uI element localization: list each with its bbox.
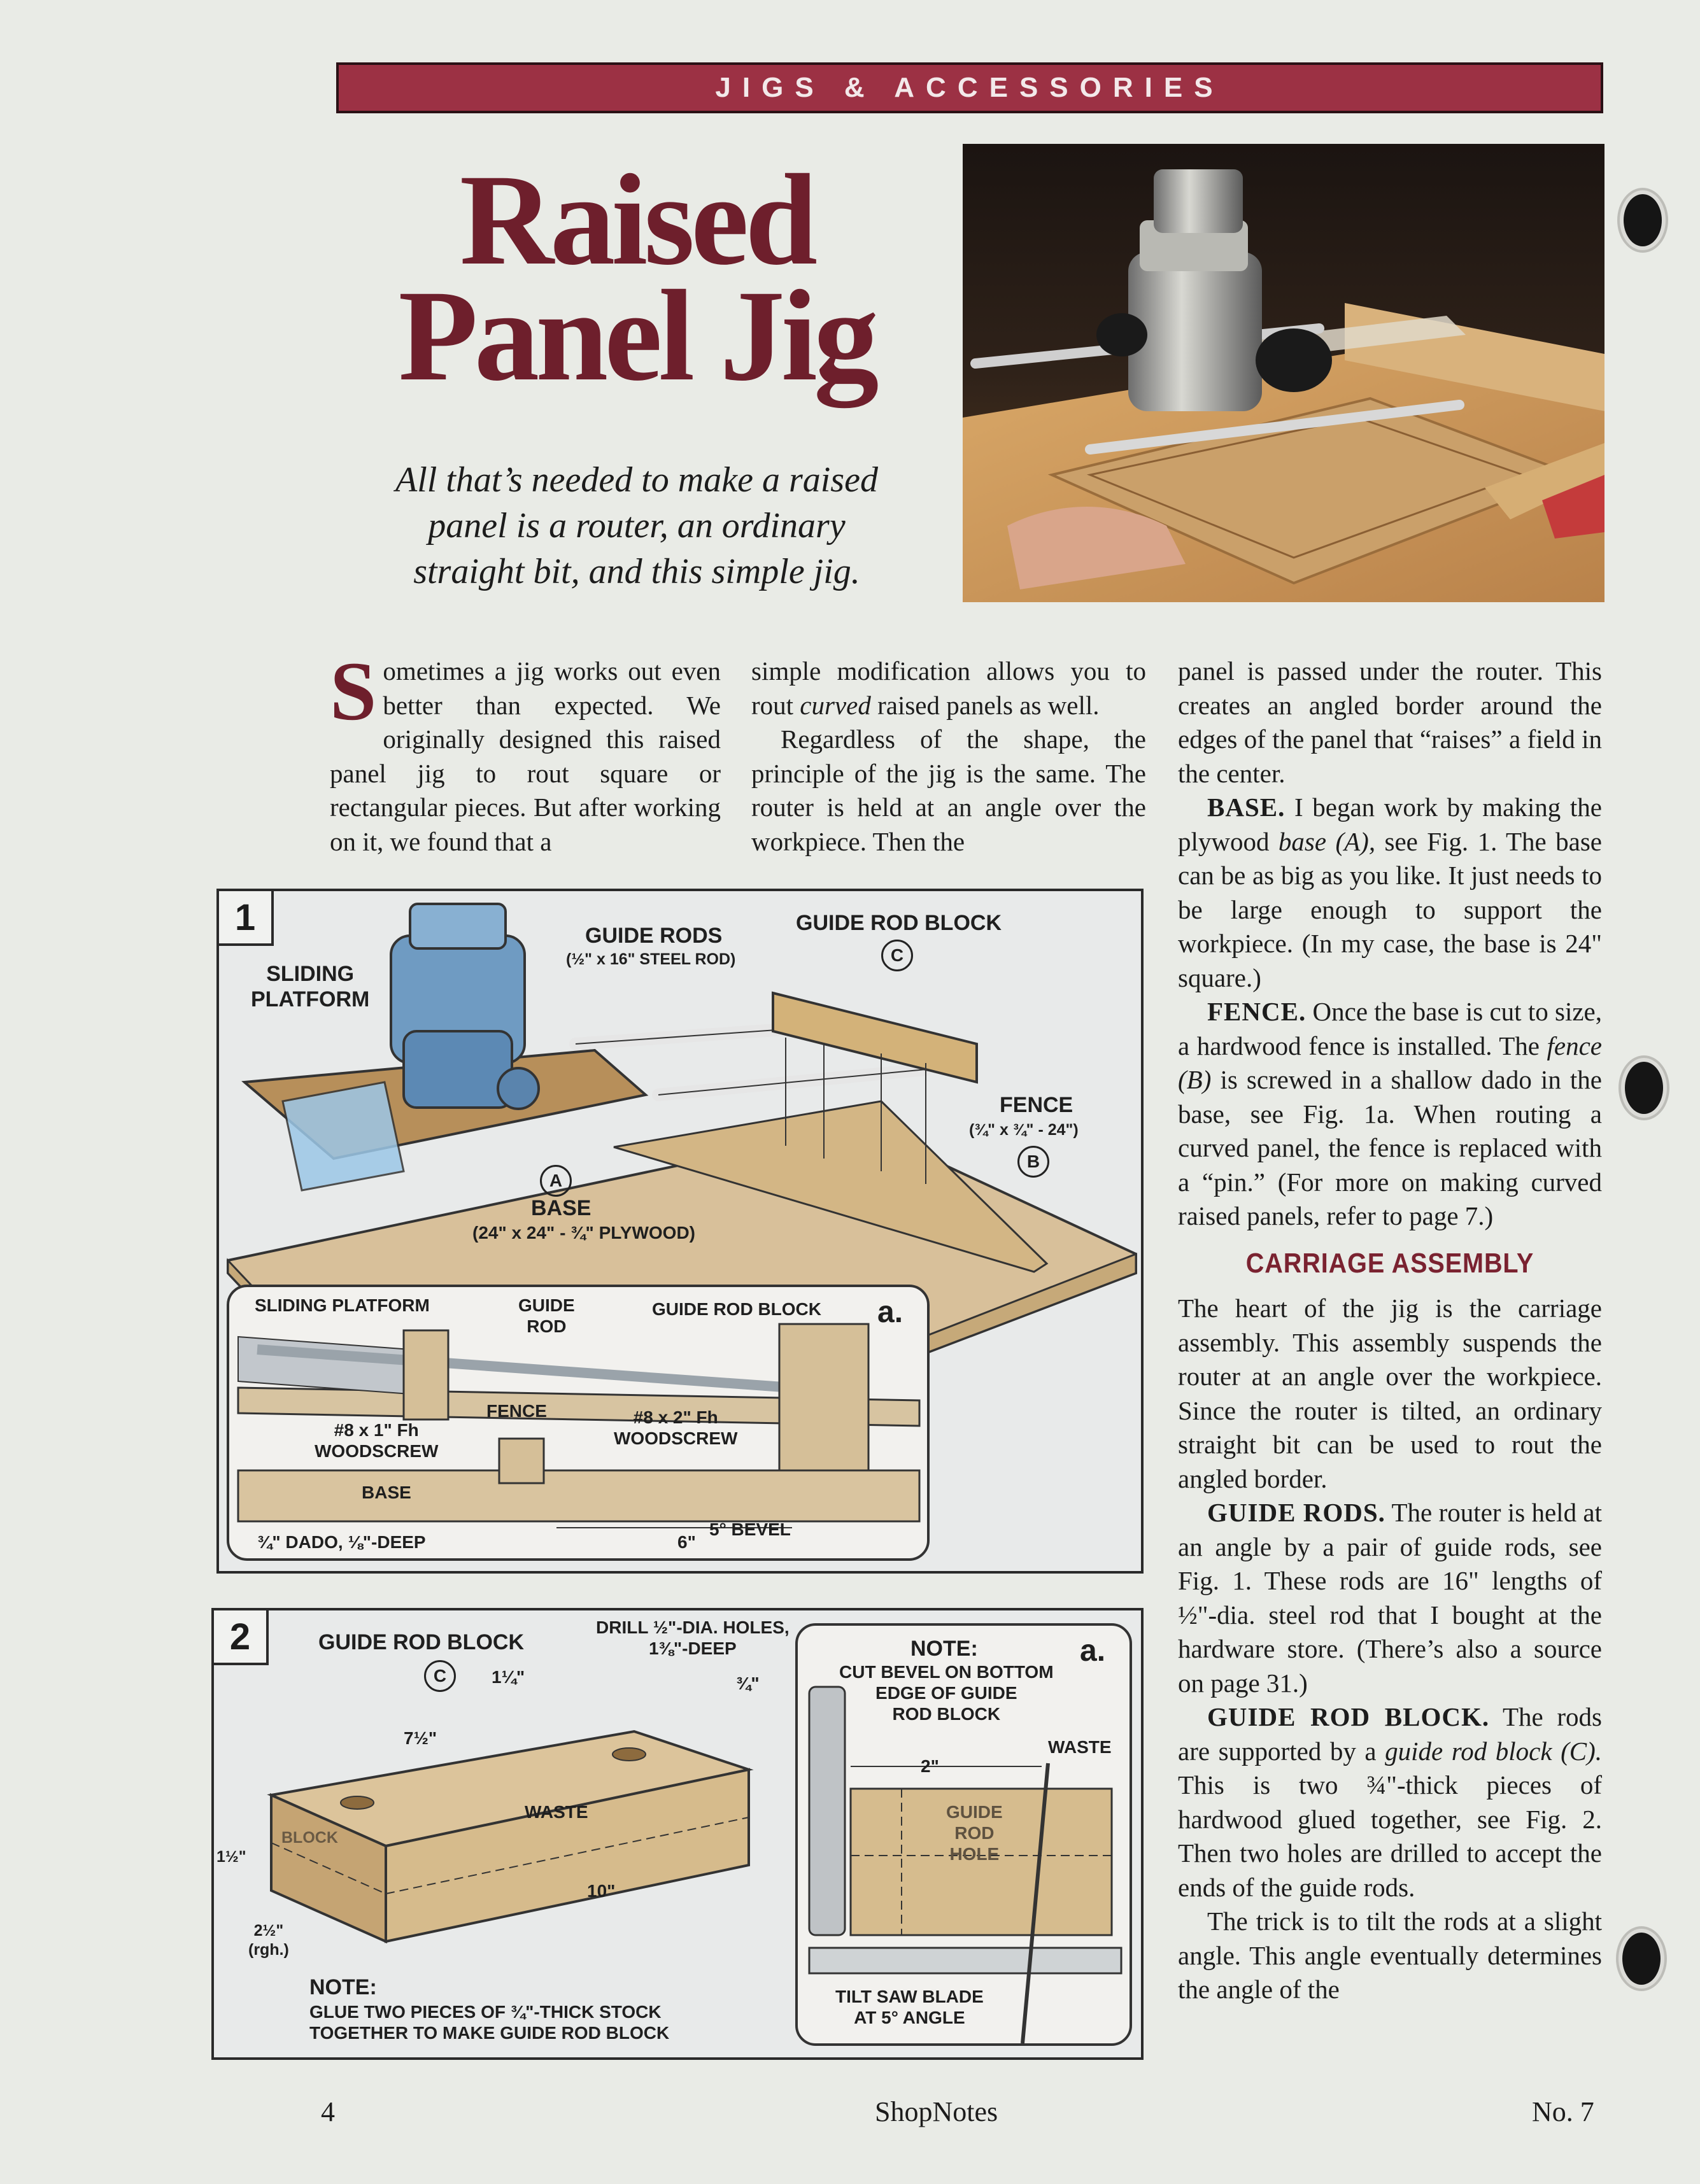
guide-rod-block-lead: GUIDE ROD BLOCK. bbox=[1207, 1702, 1490, 1731]
fig2-drill-label bbox=[596, 1617, 790, 1659]
binder-hole-middle bbox=[1625, 1062, 1663, 1114]
fig1a-dado-label: ¾" DADO, ⅛"-DEEP bbox=[257, 1532, 426, 1552]
fig2-drill-line-1: DRILL ½"-DIA. HOLES, bbox=[596, 1617, 790, 1637]
fig1a-screw-2-size: #8 x 2" Fh bbox=[633, 1407, 718, 1427]
fig1a-guide-rod-block-label: GUIDE ROD BLOCK bbox=[652, 1299, 821, 1319]
fig1-guide-rods-label: GUIDE RODS bbox=[585, 924, 723, 948]
fig2-note-line-2: TOGETHER TO MAKE GUIDE ROD BLOCK bbox=[309, 2023, 670, 2043]
base-lead: BASE. bbox=[1207, 793, 1286, 822]
body-column-2 bbox=[751, 654, 1146, 859]
footer-magazine-name: ShopNotes bbox=[875, 2096, 998, 2127]
fig1a-bevel-label: 5° BEVEL bbox=[709, 1519, 791, 1539]
fig1a-screw-1-size: #8 x 1" Fh bbox=[334, 1420, 419, 1440]
fig2a-hole-line-1: GUIDE bbox=[946, 1802, 1003, 1822]
fig1a-screw-2-type: WOODSCREW bbox=[614, 1428, 738, 1448]
fig2a-tilt-label bbox=[835, 1986, 984, 2028]
fig1-mark-c-text: C bbox=[881, 940, 913, 971]
intro-paragraph: ometimes a jig works out even better than expected. We originally designed this raised panel jig to rout square or rectangular pieces. But after working on it, we found that a bbox=[330, 656, 721, 856]
fig2-guide-rod-block-label: GUIDE ROD BLOCK bbox=[318, 1630, 524, 1654]
fig1-fence-label: FENCE bbox=[1000, 1093, 1073, 1117]
fence-text-b: is screwed in a shallow dado in the base, see Fig. 1a. When routing a curved panel, the fence is replaced with a “pin.” (For more on making curved raised panels, refer to page 7.) bbox=[1178, 1065, 1602, 1230]
fig2-dim-2-1-2-note: (rgh.) bbox=[248, 1941, 289, 1959]
fig2a-hole-line-3: HOLE bbox=[949, 1844, 1000, 1864]
fig1a-fence-label: FENCE bbox=[486, 1401, 547, 1421]
body-column-3 bbox=[1178, 654, 1602, 2007]
fig1-sliding-platform-line-1: SLIDING bbox=[266, 962, 355, 986]
router-jig-photo bbox=[963, 144, 1604, 602]
col2-paragraph-1 bbox=[751, 654, 1146, 722]
fig2-dim-10: 10" bbox=[587, 1881, 616, 1901]
trick-paragraph: The trick is to tilt the rods at a slight angle. This angle eventually determines the angle of the bbox=[1178, 1906, 1602, 2004]
fig2-waste-label: WASTE bbox=[525, 1802, 588, 1822]
fig2-dim-1-1-4: 1¼" bbox=[492, 1667, 525, 1687]
fig1a-dim-6-label: 6" bbox=[677, 1532, 696, 1552]
fig2-dim-7-1-2: 7½" bbox=[404, 1728, 437, 1748]
base-text-a: I began work by making the plywood bbox=[1178, 793, 1602, 856]
fig2-note-line-1: GLUE TWO PIECES OF ¾"-THICK STOCK bbox=[309, 2002, 662, 2022]
fence-paragraph bbox=[1178, 995, 1602, 1234]
fig2-mark-c bbox=[424, 1660, 456, 1692]
fig1-mark-b bbox=[1017, 1146, 1049, 1178]
page-title bbox=[357, 148, 917, 408]
fig2-mark-c-text: C bbox=[424, 1660, 456, 1692]
fig1-guide-rod-block-label: GUIDE ROD BLOCK bbox=[796, 911, 1002, 935]
base-paragraph bbox=[1178, 791, 1602, 995]
fence-lead: FENCE. bbox=[1207, 997, 1307, 1026]
drop-cap: S bbox=[330, 644, 377, 738]
fig1a-letter: a. bbox=[877, 1295, 903, 1329]
fig1-mark-c bbox=[881, 940, 913, 971]
subtitle-line-2: panel is a router, an ordinary bbox=[428, 506, 846, 546]
col2-paragraph-2: Regardless of the shape, the principle of the jig is the same. The router is held at an angle over the workpiece. Then the bbox=[751, 724, 1146, 856]
title-line-1: Raised bbox=[459, 148, 814, 292]
fig2-dim-2-1-2 bbox=[248, 1921, 289, 1959]
fig2-dim-3-4: ¾" bbox=[736, 1673, 760, 1693]
fig1a-screw-1-type: WOODSCREW bbox=[315, 1441, 439, 1461]
fig2-note-heading: NOTE: bbox=[309, 1975, 377, 1999]
block-emphasis: guide rod block (C). bbox=[1385, 1736, 1602, 1766]
carriage-assembly-heading: CARRIAGE ASSEMBLY bbox=[1245, 1247, 1534, 1279]
block-text-a: The rods are supported by a bbox=[1178, 1702, 1602, 1766]
fig1-sliding-platform-label bbox=[251, 961, 369, 1012]
fig1a-guide-rod-line-2: ROD bbox=[527, 1316, 567, 1336]
fig1a-base-label: BASE bbox=[362, 1483, 411, 1502]
section-header-bar bbox=[336, 62, 1603, 113]
col3-paragraph-1: panel is passed under the router. This creates an angled border around the edges of the panel that “raises” a field in the center. bbox=[1178, 656, 1602, 788]
fig2a-dim-2: 2" bbox=[921, 1756, 939, 1776]
fig2a-note-line-1: CUT BEVEL ON BOTTOM bbox=[839, 1662, 1054, 1682]
fig2-drill-line-2: 1⅜"-DEEP bbox=[648, 1638, 737, 1658]
fig1a-sliding-platform-label: SLIDING PLATFORM bbox=[255, 1295, 430, 1315]
fig2a-note-line-3: ROD BLOCK bbox=[892, 1704, 1001, 1724]
figure-2-number: 2 bbox=[214, 1610, 269, 1665]
fig1-mark-a bbox=[540, 1165, 572, 1197]
figure-1 bbox=[216, 889, 1144, 1574]
fig2a-hole-line-2: ROD bbox=[954, 1823, 995, 1843]
body-column-1 bbox=[330, 644, 721, 859]
fig2a-hole-label bbox=[946, 1801, 1003, 1864]
footer-page-number: 4 bbox=[321, 2096, 335, 2127]
fig2a-letter: a. bbox=[1080, 1634, 1106, 1668]
guide-rods-lead: GUIDE RODS. bbox=[1207, 1498, 1385, 1527]
subtitle-line-1: All that’s needed to make a raised bbox=[395, 460, 878, 500]
col2-text-a: simple modification allows you to rout bbox=[751, 656, 1146, 720]
fig1-guide-rods-spec: (½" x 16" STEEL ROD) bbox=[566, 950, 736, 968]
subtitle-line-3: straight bit, and this simple jig. bbox=[413, 552, 860, 591]
col2-emphasis: curved bbox=[800, 690, 871, 720]
guide-rods-text: The router is held at an angle by a pair of guide rods, see Fig. 1. These rods are 16" lengths of ½"-dia. steel rod that I bought at the hardware store. (There’s also a source on page 31.) bbox=[1178, 1498, 1602, 1698]
footer-issue-number: No. 7 bbox=[1532, 2096, 1594, 2127]
section-label: JIGS & ACCESSORIES bbox=[715, 72, 1224, 103]
fig2a-note-line-2: EDGE OF GUIDE bbox=[875, 1683, 1017, 1703]
fig1a-guide-rod-line-1: GUIDE bbox=[518, 1295, 575, 1315]
fig1-fence-spec: (¾" x ¾" - 24") bbox=[969, 1121, 1079, 1139]
fig1-base-spec: (24" x 24" - ¾" PLYWOOD) bbox=[472, 1223, 695, 1243]
fig2-note-text bbox=[309, 2001, 669, 2043]
fig2-dim-2-1-2-value: 2½" bbox=[253, 1922, 284, 1940]
fig2-block-label: BLOCK bbox=[281, 1829, 338, 1847]
fig2-dim-1-1-2: 1½" bbox=[216, 1848, 246, 1866]
fig2a-note-text bbox=[839, 1661, 1054, 1724]
base-emphasis: base (A), bbox=[1278, 826, 1376, 856]
carriage-paragraph: The heart of the jig is the carriage assembly. This assembly suspends the router at an angle over the workpiece. Since the router is tilted, an ordinary straight bit can be used to rout the angled border. bbox=[1178, 1293, 1602, 1493]
binder-hole-top bbox=[1624, 194, 1662, 246]
figure-2 bbox=[211, 1608, 1144, 2060]
fig1-sliding-platform-line-2: PLATFORM bbox=[251, 987, 370, 1011]
fence-text-a: Once the base is cut to size, a hardwood fence is installed. The bbox=[1178, 997, 1602, 1060]
fig2a-tilt-line-1: TILT SAW BLADE bbox=[835, 1987, 984, 2006]
fig1-mark-a-text: A bbox=[540, 1165, 572, 1197]
fig1a-guide-rod-label bbox=[518, 1295, 575, 1337]
fence-emphasis: fence (B) bbox=[1178, 1031, 1602, 1094]
fig2a-tilt-line-2: AT 5° ANGLE bbox=[854, 2008, 965, 2027]
fig1-base-label: BASE bbox=[531, 1196, 591, 1220]
title-line-2: Panel Jig bbox=[398, 264, 875, 408]
fig1a-screw-1-label bbox=[315, 1420, 438, 1462]
subtitle bbox=[331, 457, 942, 595]
guide-rod-block-paragraph bbox=[1178, 1700, 1602, 1905]
block-text-b: This is two ¾"-thick pieces of hardwood glued together, see Fig. 2. Then two holes are drilled to accept the ends of the guide rods. bbox=[1178, 1770, 1602, 1902]
binder-hole-bottom bbox=[1622, 1933, 1661, 1985]
fig1a-screw-2-label bbox=[614, 1407, 737, 1449]
base-text-b: see Fig. 1. The base can be as big as you like. It just needs to be large enough to support the workpiece. (In my case, the base is 24" square.) bbox=[1178, 826, 1602, 992]
figure-1-number: 1 bbox=[219, 891, 274, 946]
col2-text-b: raised panels as well. bbox=[870, 690, 1100, 720]
fig1-mark-b-text: B bbox=[1017, 1146, 1049, 1178]
guide-rods-paragraph bbox=[1178, 1496, 1602, 1700]
fig2a-waste-label: WASTE bbox=[1048, 1737, 1112, 1757]
fig2a-note-heading: NOTE: bbox=[910, 1637, 978, 1661]
